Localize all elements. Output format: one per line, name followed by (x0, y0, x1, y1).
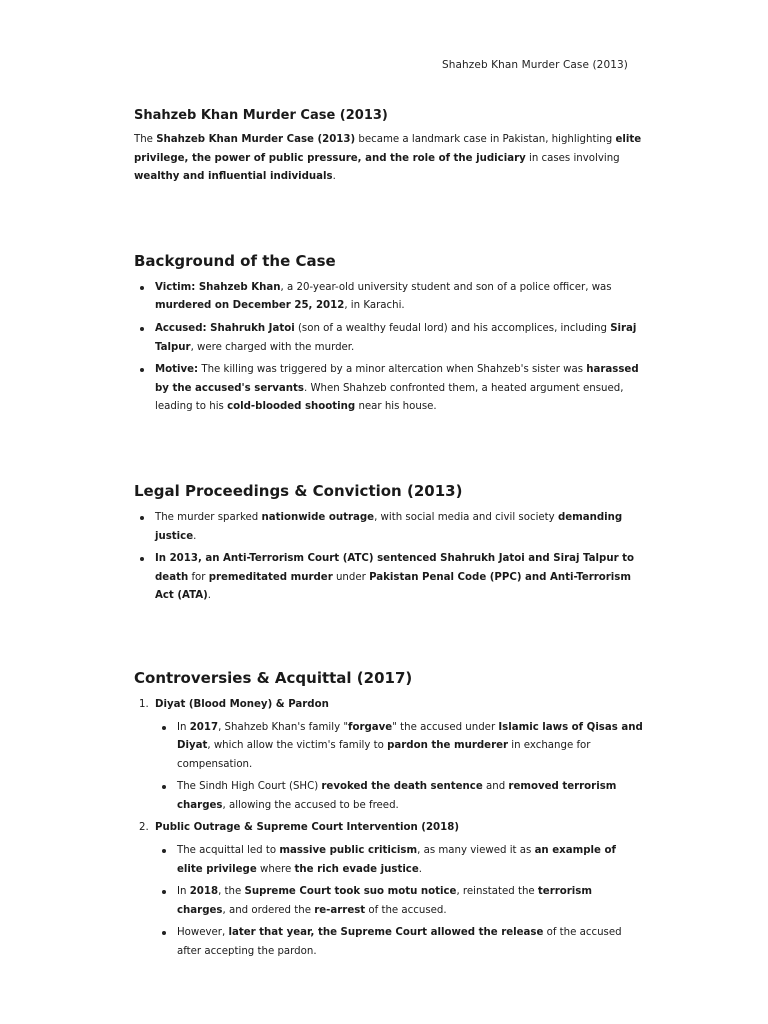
bold-run: Supreme Court took suo motu notice (244, 886, 457, 898)
bold-run: massive public criticism (279, 845, 418, 857)
bold-run: Shahzeb Khan Murder Case (2013) (156, 134, 356, 145)
bold-run: Accused: Shahrukh Jatoi (155, 322, 295, 334)
bold-run: nationwide outrage (261, 511, 375, 523)
bold-run: Motive: (155, 364, 199, 376)
bold-run: later that year, the Supreme Court allowed the release (228, 927, 544, 939)
list-item: In 2018, the Supreme Court took suo motu notice, reinstated the terrorism charges, and ordered the re-arrest of the accused. (156, 883, 644, 920)
bold-run: In 2013, an Anti-Terrorism Court (ATC) sentenced Shahrukh Jatoi and Siraj Talpur to death (155, 553, 635, 583)
bold-run: pardon the murderer (387, 740, 509, 752)
bold-run: Victim: Shahzeb Khan (155, 281, 281, 293)
bold-run: forgave (348, 721, 393, 733)
bold-run: Pakistan Penal Code (PPC) and Anti-Terrorism Act (ATA) (155, 571, 631, 602)
bold-run: revoked the death sentence (321, 781, 483, 793)
list-item: The acquittal led to massive public criticism, as many viewed it as an example of elite privilege where the rich evade justice. (156, 842, 644, 879)
section-heading-legal: Legal Proceedings & Conviction (2013) (134, 481, 463, 500)
bold-run: Siraj Talpur (155, 322, 637, 353)
list-item: The Sindh High Court (SHC) revoked the death sentence and removed terrorism charges, allowing the accused to be freed. (156, 778, 644, 815)
bold-run: cold-blooded shooting (227, 401, 356, 413)
section-heading-background: Background of the Case (134, 251, 336, 270)
bold-run: the rich evade justice (294, 863, 419, 875)
list-item: The murder sparked nationwide outrage, with social media and civil society demanding justice. (134, 509, 644, 546)
numbered-item (134, 819, 644, 961)
controversies-list (134, 696, 644, 962)
sub-list (155, 719, 644, 816)
bold-run: 2017 (189, 721, 219, 733)
item-number: 2. (139, 822, 149, 834)
document-title: Shahzeb Khan Murder Case (2013) (134, 108, 388, 123)
bold-run: premeditated murder (208, 571, 333, 583)
legal-list (134, 509, 644, 606)
bold-run: elite privilege, the power of public pressure, and the role of the judiciary (134, 134, 642, 164)
bold-run: Islamic laws of Qisas and Diyat (177, 721, 643, 752)
bold-run: an example of elite privilege (177, 845, 616, 875)
bold-run: demanding justice (155, 511, 623, 542)
list-item: Accused: Shahrukh Jatoi (son of a wealthy feudal lord) and his accomplices, including Siraj Talpur, were charged with the murder. (134, 320, 644, 357)
intro-paragraph: The Shahzeb Khan Murder Case (2013) became a landmark case in Pakistan, highlighting elite privilege, the power of public pressure, and the role of the judiciary in cases involving wealthy and influential individuals. (134, 134, 642, 183)
sub-list (155, 842, 644, 962)
bold-run: 2018 (189, 886, 219, 898)
list-item: Motive: The killing was triggered by a minor altercation when Shahzeb's sister was harassed by the accused's servants. When Shahzeb confronted them, a heated argument ensued, leading to his cold-blooded shooting near his house. (134, 361, 644, 417)
bold-run: terrorism charges (177, 886, 592, 916)
list-item: In 2017, Shahzeb Khan's family "forgave" the accused under Islamic laws of Qisas and Diyat, which allow the victim's family to pardon the murderer in exchange for compensation. (156, 719, 644, 775)
background-list (134, 279, 644, 417)
bold-run: removed terrorism charges (177, 781, 617, 811)
bold-run: re-arrest (314, 904, 366, 916)
section-heading-controversies: Controversies & Acquittal (2017) (134, 668, 413, 687)
bold-run: murdered on December 25, 2012 (155, 300, 345, 312)
item-label: Diyat (Blood Money) & Pardon (155, 698, 329, 710)
list-item: However, later that year, the Supreme Court allowed the release of the accused after accepting the pardon. (156, 924, 644, 961)
bold-run: harassed by the accused's servants (155, 364, 639, 394)
document-body (134, 107, 644, 966)
list-item: In 2013, an Anti-Terrorism Court (ATC) sentenced Shahrukh Jatoi and Siraj Talpur to death for premeditated murder under Pakistan Penal Code (PPC) and Anti-Terrorism Act (ATA). (134, 550, 644, 606)
item-label: Public Outrage & Supreme Court Intervention (2018) (155, 822, 459, 834)
running-header: Shahzeb Khan Murder Case (2013) (441, 59, 628, 71)
item-number: 1. (139, 698, 149, 710)
list-item: Victim: Shahzeb Khan, a 20-year-old university student and son of a police officer, was murdered on December 25, 2012, in Karachi. (134, 279, 644, 316)
bold-run: wealthy and influential individuals (134, 171, 333, 183)
numbered-item (134, 696, 644, 816)
